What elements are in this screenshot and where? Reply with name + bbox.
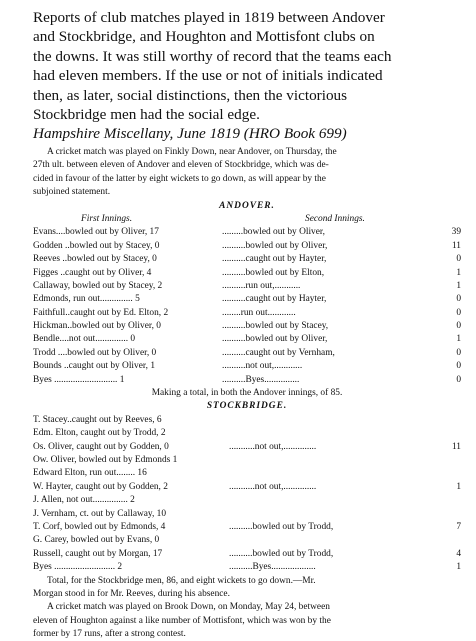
intro-paragraph xyxy=(33,8,463,144)
second-innings-entry: ..........Byes................... xyxy=(229,562,316,573)
score-row xyxy=(33,481,461,494)
second-innings-entry: ...........not out,.............. xyxy=(229,441,317,452)
lead-line: A cricket match was played on Finkly Down, near Andover, on Thursday, the xyxy=(47,147,337,157)
first-innings-entry: Os. Oliver, caught out by Godden, 0 xyxy=(33,441,169,452)
score-row xyxy=(33,267,461,280)
stockbridge-scorecard xyxy=(33,414,461,575)
houghton-line: A cricket match was played on Brook Down, on Monday, May 24, between xyxy=(47,602,330,613)
second-innings-runs: 0 xyxy=(456,361,461,372)
score-row xyxy=(33,561,461,574)
lead-line: 27th ult. between eleven of Andover and eleven of Stockbridge, which was de- xyxy=(33,160,329,171)
houghton-line: former by 17 runs, after a strong contest. xyxy=(33,629,186,640)
score-row xyxy=(33,293,461,306)
second-innings-entry: ..........not out,............ xyxy=(222,361,303,372)
score-row xyxy=(33,226,461,239)
score-row xyxy=(33,374,461,387)
intro-line: then, as later, social distinctions, then the victorious xyxy=(33,86,348,104)
first-innings-entry: J. Vernham, ct. out by Callaway, 10 xyxy=(33,508,167,519)
second-innings-entry: ..........bowled out by Stacey, xyxy=(222,321,329,332)
score-row xyxy=(33,360,461,373)
first-innings-label: First Innings. xyxy=(81,213,133,224)
first-innings-entry: Callaway, bowled out by Stacey, 2 xyxy=(33,280,163,291)
lead-line: subjoined statement. xyxy=(33,187,111,198)
first-innings-entry: Edmonds, run out.............. 5 xyxy=(33,294,140,305)
first-innings-entry: Godden ..bowled out by Stacey, 0 xyxy=(33,240,160,251)
second-innings-entry: ...........not out,.............. xyxy=(229,481,317,492)
andover-total: Making a total, in both the Andover innings, of 85. xyxy=(151,388,343,399)
second-innings-entry: ........run out............ xyxy=(222,307,296,318)
first-innings-entry: Russell, caught out by Morgan, 17 xyxy=(33,548,163,559)
first-innings-entry: Hickman..bowled out by Oliver, 0 xyxy=(33,321,161,332)
andover-scorecard xyxy=(33,226,461,387)
first-innings-entry: Byes ........................... 1 xyxy=(33,374,125,385)
innings-header-row xyxy=(33,213,461,226)
source-citation: Hampshire Miscellany, June 1819 (HRO Book 699) xyxy=(33,125,347,143)
second-innings-entry: ..........Byes............... xyxy=(222,374,300,385)
lead-line: cided in favour of the latter by eight wickets to go down, as will appear by the xyxy=(33,173,326,184)
stockbridge-header: STOCKBRIDGE. xyxy=(206,401,288,412)
second-innings-runs: 1 xyxy=(456,267,461,278)
second-innings-runs: 0 xyxy=(456,321,461,332)
first-innings-entry: Trodd ....bowled out by Oliver, 0 xyxy=(33,347,157,358)
score-row xyxy=(33,494,461,507)
second-innings-entry: ..........bowled out by Trodd, xyxy=(229,548,334,559)
intro-line: the downs. It was still worthy of record that the teams each xyxy=(33,47,392,65)
second-innings-label: Second Innings. xyxy=(305,213,365,224)
first-innings-entry: G. Carey, bowled out by Evans, 0 xyxy=(33,535,160,546)
second-innings-runs: 0 xyxy=(456,294,461,305)
intro-line: Stockbridge men had the social edge. xyxy=(33,106,260,124)
score-row xyxy=(33,521,461,534)
second-innings-entry: ..........caught out by Vernham, xyxy=(222,347,335,358)
newspaper-clipping xyxy=(33,146,461,641)
second-innings-runs: 1 xyxy=(456,481,461,492)
score-row xyxy=(33,347,461,360)
score-row xyxy=(33,414,461,427)
first-innings-entry: Edm. Elton, caught out by Trodd, 2 xyxy=(33,428,166,439)
stock-total-line: Morgan stood in for Mr. Reeves, during his absence. xyxy=(33,588,230,599)
second-innings-entry: ..........caught out by Hayter, xyxy=(222,294,327,305)
score-row xyxy=(33,467,461,480)
first-innings-entry: Figges ..caught out by Oliver, 4 xyxy=(33,267,152,278)
first-innings-entry: Bendle....not out.............. 0 xyxy=(33,334,136,345)
score-row xyxy=(33,320,461,333)
second-innings-runs: 11 xyxy=(451,240,461,251)
intro-line: Reports of club matches played in 1819 between Andover xyxy=(33,9,385,26)
score-row xyxy=(33,307,461,320)
score-row xyxy=(33,548,461,561)
first-innings-entry: Faithfull..caught out by Ed. Elton, 2 xyxy=(33,307,169,318)
second-innings-runs: 1 xyxy=(456,280,461,291)
second-innings-runs: 39 xyxy=(451,227,461,238)
first-innings-entry: Reeves ..bowled out by Stacey, 0 xyxy=(33,254,157,265)
second-innings-entry: ..........bowled out by Oliver, xyxy=(222,334,328,345)
second-innings-runs: 0 xyxy=(456,347,461,358)
second-innings-entry: ..........bowled out by Oliver, xyxy=(222,240,328,251)
second-innings-runs: 1 xyxy=(456,562,461,573)
first-innings-entry: T. Stacey..caught out by Reeves, 6 xyxy=(33,414,162,425)
andover-header: ANDOVER. xyxy=(219,200,275,211)
score-row xyxy=(33,280,461,293)
score-row xyxy=(33,333,461,346)
second-innings-runs: 0 xyxy=(456,374,461,385)
first-innings-entry: J. Allen, not out............... 2 xyxy=(33,495,135,506)
score-row xyxy=(33,253,461,266)
first-innings-entry: Ow. Oliver, bowled out by Edmonds 1 xyxy=(33,454,178,465)
second-innings-entry: ..........run out,........... xyxy=(222,280,301,291)
intro-line: had eleven members. If the use or not of initials indicated xyxy=(33,67,383,85)
second-innings-entry: ..........bowled out by Trodd, xyxy=(229,521,334,532)
second-innings-runs: 0 xyxy=(456,254,461,265)
second-innings-runs: 0 xyxy=(456,307,461,318)
second-innings-runs: 11 xyxy=(451,441,461,452)
stock-total-line: Total, for the Stockbridge men, 86, and eight wickets to go down.—Mr. xyxy=(47,575,316,586)
first-innings-entry: Edward Elton, run out........ 16 xyxy=(33,468,147,479)
second-innings-entry: .........bowled out by Oliver, xyxy=(222,227,325,238)
first-innings-entry: W. Hayter, caught out by Godden, 2 xyxy=(33,481,168,492)
second-innings-entry: ..........caught out by Hayter, xyxy=(222,254,327,265)
second-innings-runs: 4 xyxy=(456,548,461,559)
score-row xyxy=(33,441,461,454)
first-innings-entry: Bounds ..caught out by Oliver, 1 xyxy=(33,361,156,372)
score-row xyxy=(33,427,461,440)
second-innings-runs: 7 xyxy=(456,521,461,532)
first-innings-entry: Evans....bowled out by Oliver, 17 xyxy=(33,227,159,238)
intro-line: and Stockbridge, and Houghton and Mottisfont clubs on xyxy=(33,28,375,46)
score-row xyxy=(33,508,461,521)
score-row xyxy=(33,240,461,253)
score-row xyxy=(33,534,461,547)
second-innings-entry: ..........bowled out by Elton, xyxy=(222,267,325,278)
houghton-line: eleven of Houghton against a like number of Mottisfont, which was won by the xyxy=(33,615,331,626)
second-innings-runs: 1 xyxy=(456,334,461,345)
score-row xyxy=(33,454,461,467)
first-innings-entry: T. Corf, bowled out by Edmonds, 4 xyxy=(33,521,166,532)
first-innings-entry: Byes .......................... 2 xyxy=(33,562,123,573)
